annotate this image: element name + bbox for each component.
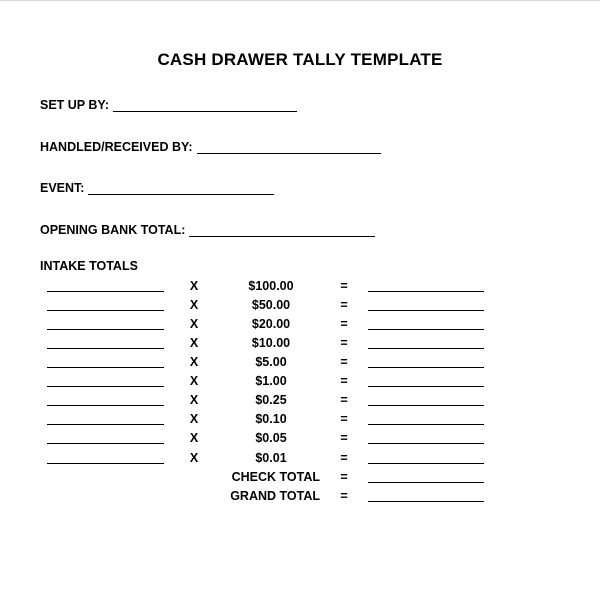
equals-sign: = <box>340 374 348 388</box>
multiply-sign: X <box>189 317 199 331</box>
tally-row <box>0 277 600 296</box>
check-total-row <box>0 468 600 487</box>
tally-row <box>0 391 600 410</box>
tally-row <box>0 296 600 315</box>
denomination-label: $100.00 <box>248 279 294 293</box>
denomination-label: $0.05 <box>255 431 287 445</box>
opening-bank-row <box>40 219 375 237</box>
multiply-sign: X <box>189 451 199 465</box>
multiply-sign: X <box>189 412 199 426</box>
quantity-blank[interactable] <box>47 367 164 368</box>
handled-by-row <box>40 136 381 154</box>
equals-sign: = <box>340 489 348 503</box>
event-label: EVENT: <box>40 181 85 195</box>
multiply-sign: X <box>189 336 199 350</box>
quantity-blank[interactable] <box>47 348 164 349</box>
row-total-blank[interactable] <box>368 405 484 406</box>
equals-sign: = <box>340 336 348 350</box>
multiply-sign: X <box>189 431 199 445</box>
row-total-blank[interactable] <box>368 329 484 330</box>
setup-by-label: SET UP BY: <box>40 98 109 112</box>
handled-by-label: HANDLED/RECEIVED BY: <box>40 140 193 154</box>
equals-sign: = <box>340 317 348 331</box>
row-total-blank[interactable] <box>368 291 484 292</box>
tally-row <box>0 315 600 334</box>
row-total-blank[interactable] <box>368 463 484 464</box>
multiply-sign: X <box>189 374 199 388</box>
event-row <box>40 177 274 195</box>
check-total-blank[interactable] <box>368 482 484 483</box>
quantity-blank[interactable] <box>47 310 164 311</box>
multiply-sign: X <box>189 298 199 312</box>
equals-sign: = <box>340 412 348 426</box>
denomination-label: $0.25 <box>255 393 287 407</box>
grand-total-blank[interactable] <box>368 501 484 502</box>
equals-sign: = <box>340 393 348 407</box>
denomination-label: $1.00 <box>255 374 287 388</box>
row-total-blank[interactable] <box>368 367 484 368</box>
denomination-label: $10.00 <box>251 336 291 350</box>
denomination-label: $50.00 <box>251 298 291 312</box>
multiply-sign: X <box>189 355 199 369</box>
quantity-blank[interactable] <box>47 329 164 330</box>
row-total-blank[interactable] <box>368 386 484 387</box>
equals-sign: = <box>340 431 348 445</box>
opening-bank-blank[interactable] <box>189 222 375 237</box>
equals-sign: = <box>340 355 348 369</box>
handled-by-blank[interactable] <box>197 139 381 154</box>
grand-total-label: GRAND TOTAL <box>230 489 320 503</box>
equals-sign: = <box>340 470 348 484</box>
quantity-blank[interactable] <box>47 463 164 464</box>
quantity-blank[interactable] <box>47 405 164 406</box>
quantity-blank[interactable] <box>47 291 164 292</box>
row-total-blank[interactable] <box>368 424 484 425</box>
multiply-sign: X <box>189 279 199 293</box>
denomination-label: $0.10 <box>255 412 287 426</box>
tally-row <box>0 429 600 448</box>
event-blank[interactable] <box>88 180 274 195</box>
page-title: CASH DRAWER TALLY TEMPLATE <box>157 50 443 69</box>
top-border <box>0 0 600 1</box>
row-total-blank[interactable] <box>368 443 484 444</box>
quantity-blank[interactable] <box>47 443 164 444</box>
setup-by-blank[interactable] <box>113 97 297 112</box>
tally-row <box>0 449 600 468</box>
tally-row <box>0 372 600 391</box>
equals-sign: = <box>340 298 348 312</box>
quantity-blank[interactable] <box>47 386 164 387</box>
check-total-label: CHECK TOTAL <box>231 470 320 484</box>
grand-total-row <box>0 487 600 506</box>
opening-bank-label: OPENING BANK TOTAL: <box>40 223 186 237</box>
tally-row <box>0 353 600 372</box>
denomination-label: $0.01 <box>255 451 287 465</box>
denomination-label: $5.00 <box>255 355 287 369</box>
row-total-blank[interactable] <box>368 310 484 311</box>
tally-row <box>0 334 600 353</box>
equals-sign: = <box>340 279 348 293</box>
quantity-blank[interactable] <box>47 424 164 425</box>
equals-sign: = <box>340 451 348 465</box>
row-total-blank[interactable] <box>368 348 484 349</box>
multiply-sign: X <box>189 393 199 407</box>
setup-by-row <box>40 94 297 112</box>
intake-totals-heading: INTAKE TOTALS <box>40 259 138 273</box>
denomination-label: $20.00 <box>251 317 291 331</box>
tally-row <box>0 410 600 429</box>
